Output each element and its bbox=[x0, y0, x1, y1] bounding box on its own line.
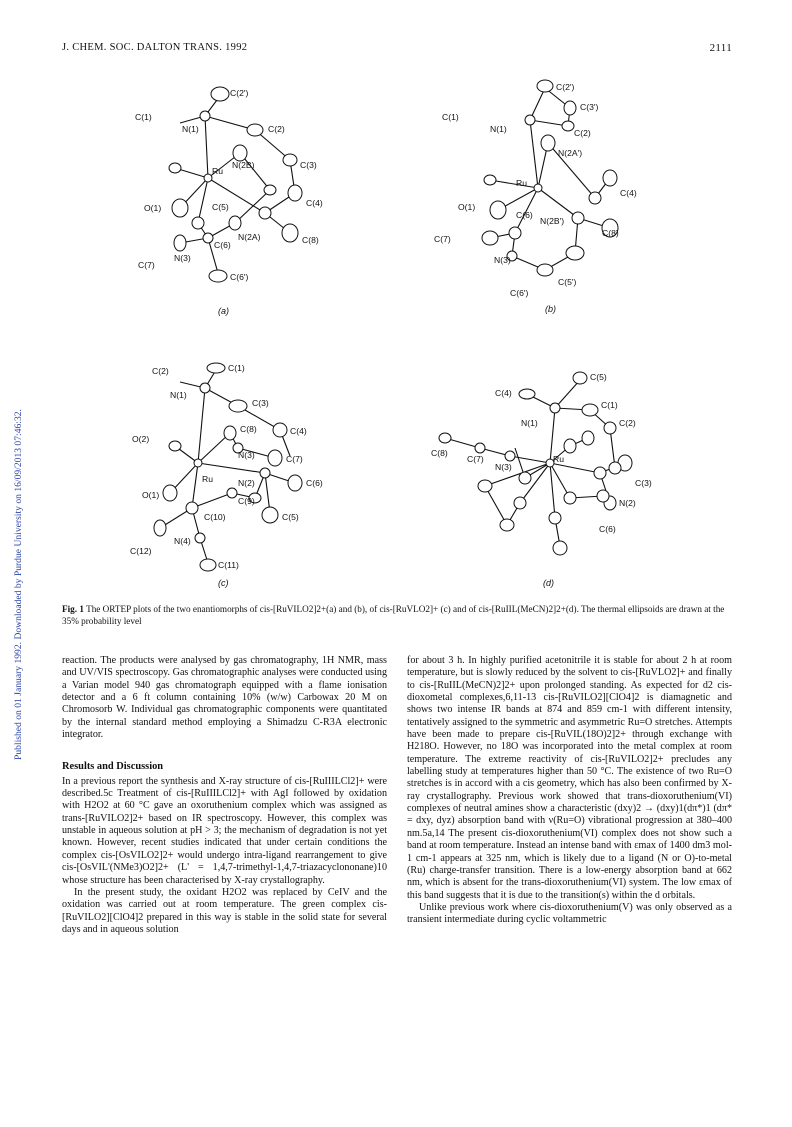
atom-label: C(4) bbox=[620, 188, 637, 198]
ortep-plot-b bbox=[430, 78, 670, 318]
atom-label: N(1) bbox=[182, 124, 199, 134]
atom-label: C(3) bbox=[252, 398, 269, 408]
atom-label: C(7) bbox=[286, 454, 303, 464]
atom-label: N(1) bbox=[170, 390, 187, 400]
caption-text: The ORTEP plots of the two enantiomorphs of cis-[RuVILO2]2+(a) and (b), of cis-[RuVLO2]+ (c) and of cis-[RuIIL(MeCN)2]2+(d). The thermal ellipsoids are drawn at the 35% probability level bbox=[62, 604, 725, 626]
atom-label: N(2A') bbox=[558, 148, 583, 158]
atom-label: Ru bbox=[553, 454, 564, 464]
paragraph: reaction. The products were analysed by gas chromatography, 1H NMR, mass and UV/VIS spectroscopy. Gas chromatographic analyses were conducted using a Varian model 940 gas chromatograph equipped with a flame ionisation detector and a 6 ft column containing 10% (w/w) Carbowax 20 M on Chromosorb W. Individual gas chromatographic components were quantitated by the internal standard method employing a Shimadzu C-R3A electronic integrator. bbox=[62, 655, 387, 741]
figure-caption bbox=[62, 603, 734, 627]
atom-label: C(3) bbox=[300, 160, 317, 170]
panel-label: (c) bbox=[218, 578, 229, 588]
atom-label: N(1) bbox=[521, 418, 538, 428]
atom-label: C(6) bbox=[599, 524, 616, 534]
atom-label: O(1) bbox=[144, 203, 162, 213]
atom-label: N(2B) bbox=[232, 160, 255, 170]
atom-label: C(8) bbox=[431, 448, 448, 458]
download-note[interactable]: Published on 01 January 1992. Downloaded by Purdue University on 16/09/2013 07:46:32. bbox=[13, 409, 24, 760]
figure-panel-d bbox=[425, 368, 685, 595]
atom-label: C(7) bbox=[467, 454, 484, 464]
atom-label: C(7) bbox=[434, 234, 451, 244]
atom-label: Ru bbox=[516, 178, 527, 188]
atom-label: N(3) bbox=[495, 462, 512, 472]
atom-label: C(2) bbox=[152, 366, 169, 376]
atom-label: C(8) bbox=[240, 424, 257, 434]
atom-label: C(2) bbox=[619, 418, 636, 428]
atom-label: C(2) bbox=[574, 128, 591, 138]
atom-label: C(10) bbox=[204, 512, 226, 522]
atom-label: C(5') bbox=[558, 277, 577, 287]
panel-label: (a) bbox=[218, 306, 229, 316]
atom-label: N(2) bbox=[619, 498, 636, 508]
atom-label: C(4) bbox=[495, 388, 512, 398]
caption-label: Fig. 1 bbox=[62, 604, 84, 614]
atom-label: C(5) bbox=[590, 372, 607, 382]
section-heading: Results and Discussion bbox=[62, 761, 164, 773]
atom-label: C(2) bbox=[268, 124, 285, 134]
figure-panel-c bbox=[120, 358, 360, 595]
atom-label: C(6) bbox=[306, 478, 323, 488]
download-sidebar bbox=[2, 120, 24, 760]
page-number: 2111 bbox=[709, 42, 732, 54]
panel-label: (b) bbox=[545, 304, 556, 314]
figure-panel-b bbox=[430, 78, 670, 323]
atom-label: N(2B') bbox=[540, 216, 565, 226]
atom-label: C(2') bbox=[556, 82, 575, 92]
atom-label: Ru bbox=[212, 166, 223, 176]
atom-label: O(1) bbox=[142, 490, 160, 500]
atom-label: C(5) bbox=[282, 512, 299, 522]
ortep-plot-a bbox=[120, 78, 340, 318]
atom-label: C(1) bbox=[135, 112, 152, 122]
atom-label: N(3) bbox=[174, 253, 191, 263]
atom-label: C(4) bbox=[290, 426, 307, 436]
atom-label: C(9) bbox=[238, 496, 255, 506]
atom-label: N(2) bbox=[238, 478, 255, 488]
atom-label: C(6') bbox=[510, 288, 529, 298]
paragraph: Unlike previous work where cis-dioxoruthenium(V) was only observed as a transient intermediate during cyclic voltammetric bbox=[407, 901, 732, 926]
atom-label: C(8) bbox=[302, 235, 319, 245]
panel-label: (d) bbox=[543, 578, 554, 588]
atom-label: C(6') bbox=[230, 272, 249, 282]
atom-label: C(1) bbox=[228, 363, 245, 373]
atom-label: N(2A) bbox=[238, 232, 261, 242]
left-column bbox=[62, 655, 387, 936]
paragraph: for about 3 h. In highly purified acetonitrile it is stable for about 2 h at room temperature, but is slowly reduced by the solvent to cis-[RuVLO2]+ and finally to cis-[RuIIL(MeCN)2]2+ upon prolonged standing. As expected for d2 cis-dioxometal complexes,6,11-13 cis-[RuVILO2][ClO4]2 is diamagnetic and shows two intense IR bands at 874 and 859 cm-1 with different intensity, tentatively assigned to the symmetric and asymmetric Ru=O stretches. Attempts have been made to prepare cis-[RuVIL(18O)2]2+ through exchange with H218O. However, no 18O was incorporated into the metal complex at room temperature. The extreme reactivity of cis-[RuVILO2]2+ precludes any labelling study at temperatures higher than 50 °C. The existence of two Ru=O stretches is in accord with a cis geometry, which has also been confirmed by X-ray crystallography. Previous work showed that trans-dioxoruthenium(VI) complexes of neutral amines show a characteristic (dxy)2 → (dxy)1(dπ*)1 (dπ* = dxy, dyz) absorption band with ν(Ru=O) vibrational progression at 380–400 nm.5a,14 The present cis-dioxoruthenium(VI) complex does not show such a band at room temperature. Instead an intense band with εmax of 1400 dm3 mol-1 cm-1 appears at 325 nm, which is likely due to a ligand (N or O)-to-metal (Ru) charge-transfer transition. There is a low-energy absorption band at 662 nm, which is absent for the trans-dioxoruthenium(VI) system. The low εmax of this band suggests that it is due to the transition(s) within the d orbitals. bbox=[407, 655, 732, 901]
atom-label: N(3) bbox=[238, 450, 255, 460]
atom-label: N(3) bbox=[494, 255, 511, 265]
paragraph: In the present study, the oxidant H2O2 was replaced by CeIV and the oxidation was carried out at room temperature. The green complex cis-[RuVILO2][ClO4]2 prepared in this way is stable in the solid state for several days and in aqueous solution bbox=[62, 886, 387, 935]
atom-label: C(8) bbox=[602, 228, 619, 238]
atom-label: C(3') bbox=[580, 102, 599, 112]
atom-label: O(1) bbox=[458, 202, 476, 212]
atom-label: C(4) bbox=[306, 198, 323, 208]
atom-label: C(5) bbox=[212, 202, 229, 212]
atom-label: C(7) bbox=[138, 260, 155, 270]
atom-label: C(6) bbox=[214, 240, 231, 250]
atom-label: N(1) bbox=[490, 124, 507, 134]
journal-header: J. CHEM. SOC. DALTON TRANS. 1992 bbox=[62, 42, 248, 53]
atom-label: C(6) bbox=[516, 210, 533, 220]
figure-panel-a bbox=[120, 78, 340, 323]
right-column bbox=[407, 655, 732, 927]
ortep-plot-d bbox=[425, 368, 685, 590]
atom-label: C(12) bbox=[130, 546, 152, 556]
ortep-plot-c bbox=[120, 358, 360, 590]
atom-label: C(3) bbox=[635, 478, 652, 488]
atom-label: N(4) bbox=[174, 536, 191, 546]
atom-label: C(1) bbox=[601, 400, 618, 410]
atom-label: O(2) bbox=[132, 434, 150, 444]
atom-label: C(1) bbox=[442, 112, 459, 122]
atom-label: C(2') bbox=[230, 88, 249, 98]
atom-label: C(11) bbox=[218, 560, 239, 570]
atom-label: Ru bbox=[202, 474, 213, 484]
paragraph: In a previous report the synthesis and X-ray structure of cis-[RuIIILCl2]+ were described.5c Treatment of cis-[RuIIILCl2]+ with AgI followed by oxidation with H2O2 at 60 °C gave an oxoruthenium complex which was assigned as trans-[RuVILO2]2+ based on IR spectroscopy. However, this complex was unstable in aqueous solution at pH > 3; the mechanism of degradation is not yet known. However, recent studies indicated that under certain conditions the complex cis-[OsVILO2]2+ would undergo intra-ligand rearrangement to give cis-[OsVIL'(NMe3)O2]2+ (L' = 1,4,7-trimethyl-1,4,7-triazacyclononane)10 whose structure has been characterised by X-ray crystallography. bbox=[62, 775, 387, 886]
